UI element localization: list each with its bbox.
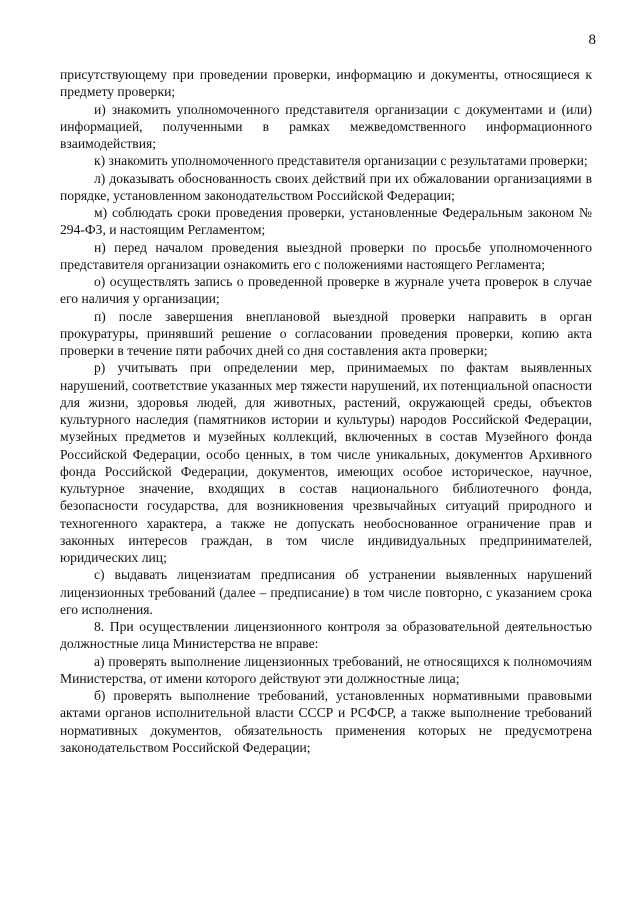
- paragraph-item-i: и) знакомить уполномоченного представителя организации с документами и (или) информацией, полученными в рамках межведомственного информационного взаимодействия;: [60, 101, 592, 151]
- paragraph-item-r: р) учитывать при определении мер, принимаемых по фактам выявленных нарушений, соответствие указанных мер тяжести нарушений, их потенциальной опасности для жизни, здоровья людей, для животных, растений, окружающей среды, объектов культурного наследия (памятников истории и культуры) народов Российской Федерации, музейных предметов и музейных коллекций, включенных в состав Музейного фонда Российской Федерации, особо ценных, в том числе уникальных, документов Архивного фонда Российской Федерации, документов, имеющих особое историческое, научное, культурное значение, входящих в состав национального библиотечного фонда, безопасности государства, для возникновения чрезвычайных ситуаций природного и техногенного характера, а также не допускать необоснованное ограничение прав и законных интересов граждан, в том числе индивидуальных предпринимателей, юридических лиц;: [60, 360, 592, 565]
- paragraph-item-p: п) после завершения внеплановой выездной проверки направить в орган прокуратуры, принявший решение о согласовании проведения проверки, копию акта проверки в течение пяти рабочих дней со дня составления акта проверки;: [60, 308, 592, 358]
- paragraph-item-s: с) выдавать лицензиатам предписания об устранении выявленных нарушений лицензионных требований (далее – предписание) в том числе повторно, с указанием срока его исполнения.: [60, 567, 592, 617]
- paragraph-section-8: 8. При осуществлении лицензионного контроля за образовательной деятельностью должностные лица Министерства не вправе:: [60, 619, 592, 652]
- document-body: [60, 66, 592, 756]
- paragraph-item-o: о) осуществлять запись о проведенной проверке в журнале учета проверок в случае его наличия у организации;: [60, 274, 592, 307]
- paragraph: присутствующему при проведении проверки, информацию и документы, относящиеся к предмету проверки;: [60, 67, 592, 100]
- paragraph-item-a: а) проверять выполнение лицензионных требований, не относящихся к полномочиям Министерства, от имени которого действуют эти должностные лица;: [60, 653, 592, 686]
- paragraph-item-m: м) соблюдать сроки проведения проверки, установленные Федеральным законом № 294-ФЗ, и настоящим Регламентом;: [60, 205, 592, 238]
- paragraph-item-n: н) перед началом проведения выездной проверки по просьбе уполномоченного представителя организации ознакомить его с положениями настоящего Регламента;: [60, 239, 592, 272]
- paragraph-item-k: к) знакомить уполномоченного представителя организации с результатами проверки;: [94, 153, 588, 169]
- paragraph-item-b: б) проверять выполнение требований, установленных нормативными правовыми актами органов исполнительной власти СССР и РСФСР, а также выполнение требований нормативных документов, обязательность применения которых не предусмотрена законодательством Российской Федерации;: [60, 688, 592, 755]
- paragraph-item-l: л) доказывать обоснованность своих действий при их обжаловании организациями в порядке, установленном законодательством Российской Федерации;: [60, 170, 592, 203]
- page-number: 8: [588, 32, 596, 48]
